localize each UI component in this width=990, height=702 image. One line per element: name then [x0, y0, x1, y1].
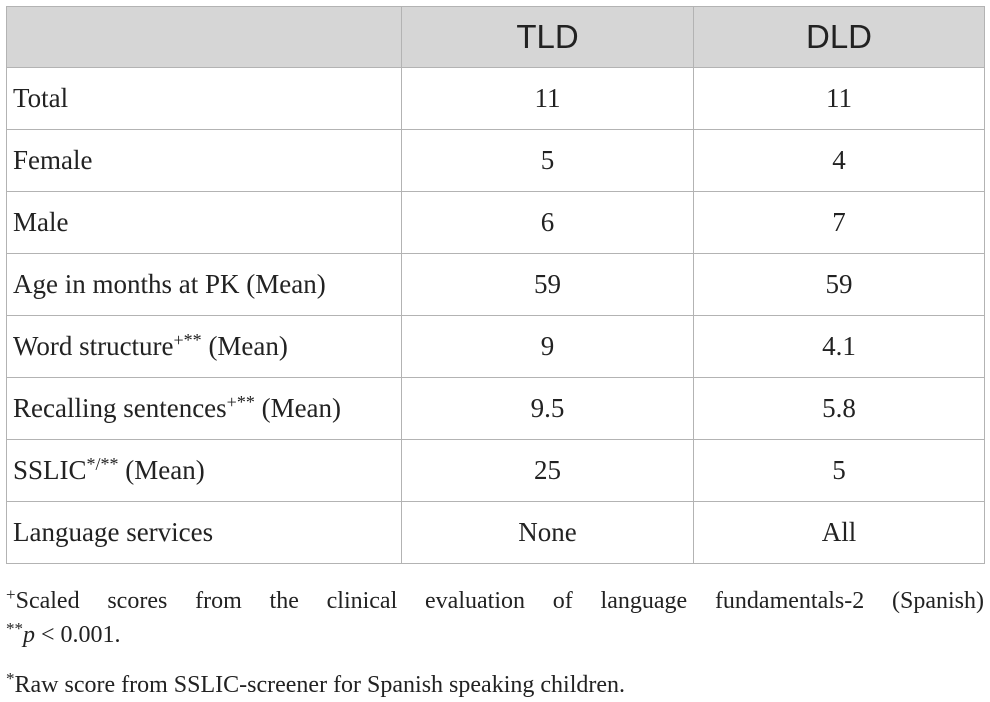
header-empty-cell [7, 7, 402, 68]
tld-value: 9 [402, 316, 694, 378]
demographics-table-container [6, 6, 984, 564]
tld-value: 6 [402, 192, 694, 254]
footnote-star-mark: * [6, 669, 15, 688]
footnote-p-value-text: < 0.001. [35, 622, 121, 648]
row-label [7, 316, 402, 378]
dld-value: 59 [694, 254, 985, 316]
dld-value: 11 [694, 68, 985, 130]
row-label [7, 440, 402, 502]
footnote-raw-score-text: Raw score from SSLIC-screener for Spanish speaking children. [14, 672, 625, 698]
table-row [7, 440, 985, 502]
table-row [7, 502, 985, 564]
tld-value: 5 [402, 130, 694, 192]
row-label-text: Recalling sentences [13, 393, 227, 423]
header-tld: TLD [402, 7, 694, 68]
footnote-plus-mark: + [6, 585, 16, 604]
row-label-footnote-mark: +** [226, 392, 255, 412]
dld-value: 4 [694, 130, 985, 192]
table-row [7, 316, 985, 378]
tld-value: 59 [402, 254, 694, 316]
table-footnotes [6, 584, 984, 702]
row-label-footnote-mark: */** [86, 454, 119, 474]
row-label-text: SSLIC [13, 455, 87, 485]
table-row [7, 192, 985, 254]
header-row [7, 7, 985, 68]
row-label-suffix: (Mean) [201, 331, 288, 361]
dld-value: All [694, 502, 985, 564]
row-label-suffix: (Mean) [254, 393, 342, 423]
tld-value: 9.5 [402, 378, 694, 440]
footnote-scaled-scores [6, 584, 984, 618]
header-dld: DLD [694, 7, 985, 68]
row-label-footnote-mark: +** [173, 330, 202, 350]
footnote-p-symbol: p [23, 622, 35, 648]
demographics-table [6, 6, 985, 564]
table-row [7, 68, 985, 130]
dld-value: 7 [694, 192, 985, 254]
row-label-text: Word structure [13, 331, 174, 361]
footnote-p-value [6, 618, 984, 652]
tld-value: 11 [402, 68, 694, 130]
table-body [7, 68, 985, 564]
row-label [7, 378, 402, 440]
tld-value: 25 [402, 440, 694, 502]
footnote-scaled-scores-text: Scaled scores from the clinical evaluation of language fundamentals-2 (Spanish) [15, 588, 984, 614]
row-label-suffix: (Mean) [118, 455, 205, 485]
row-label: Language services [7, 502, 402, 564]
row-label: Male [7, 192, 402, 254]
row-label: Female [7, 130, 402, 192]
footnote-spacer [6, 652, 984, 668]
row-label: Age in months at PK (Mean) [7, 254, 402, 316]
table-row [7, 254, 985, 316]
table-row [7, 378, 985, 440]
dld-value: 5.8 [694, 378, 985, 440]
dld-value: 5 [694, 440, 985, 502]
footnote-double-star-mark: ** [6, 619, 23, 638]
tld-value: None [402, 502, 694, 564]
dld-value: 4.1 [694, 316, 985, 378]
table-row [7, 130, 985, 192]
row-label: Total [7, 68, 402, 130]
table-header [7, 7, 985, 68]
